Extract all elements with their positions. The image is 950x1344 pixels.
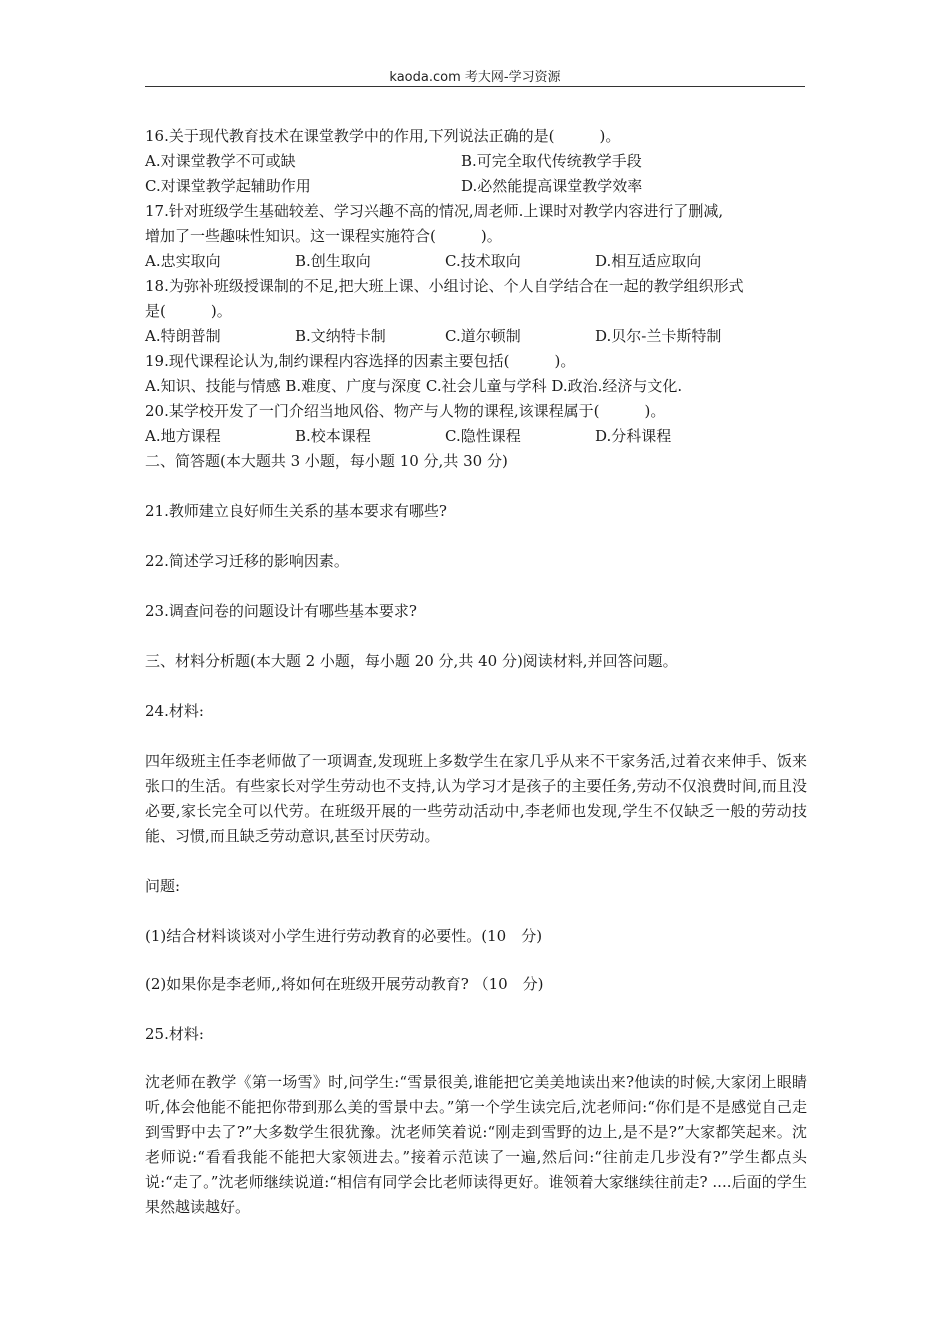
- q17-stem-line2: 增加了一些趣味性知识。这一课程实施符合( )。: [145, 227, 502, 245]
- header-divider: [145, 86, 805, 87]
- q21-text: 21.教师建立良好师生关系的基本要求有哪些?: [145, 502, 447, 520]
- q16-option-d: D.必然能提高课堂教学效率: [461, 177, 643, 195]
- q18-option-a: A.特朗普制: [145, 327, 221, 345]
- q17-option-a: A.忠实取向: [145, 252, 221, 270]
- q18-option-c: C.道尔顿制: [445, 327, 521, 345]
- q16-option-a: A.对课堂教学不可或缺: [145, 152, 296, 170]
- page-header: kaoda.com 考大网-学习资源: [389, 70, 561, 85]
- q18-option-b: B.文纳特卡制: [295, 327, 386, 345]
- q18-stem-line1: 18.为弥补班级授课制的不足,把大班上课、小组讨论、个人自学结合在一起的教学组织形式: [145, 277, 744, 295]
- q18-option-d: D.贝尔-兰卡斯特制: [595, 327, 722, 345]
- q20-option-c: C.隐性课程: [445, 427, 521, 445]
- q16-stem: 16.关于现代教育技术在课堂教学中的作用,下列说法正确的是( )。: [145, 127, 621, 145]
- q23-text: 23.调查问卷的问题设计有哪些基本要求?: [145, 602, 417, 620]
- q22-text: 22.简述学习迁移的影响因素。: [145, 552, 349, 570]
- q17-option-d: D.相互适应取向: [595, 252, 702, 270]
- q17-option-c: C.技术取向: [445, 252, 521, 270]
- q19-options: A.知识、技能与情感 B.难度、广度与深度 C.社会儿童与学科 D.政治.经济与文化.: [145, 377, 683, 395]
- q16-option-c: C.对课堂教学起辅助作用: [145, 177, 311, 195]
- q25-label: 25.材料:: [145, 1025, 204, 1043]
- q20-stem: 20.某学校开发了一门介绍当地风俗、物产与人物的课程,该课程属于( )。: [145, 402, 666, 420]
- section3-title: 三、材料分析题(本大题 2 小题，每小题 20 分,共 40 分)阅读材料,并回答问题。: [145, 652, 678, 670]
- section2-title: 二、简答题(本大题共 3 小题，每小题 10 分,共 30 分): [145, 452, 508, 470]
- q16-option-b: B.可完全取代传统教学手段: [461, 152, 642, 170]
- q24-question-2: (2)如果你是李老师,,将如何在班级开展劳动教育? （10 分): [145, 975, 544, 993]
- q19-stem: 19.现代课程论认为,制约课程内容选择的因素主要包括( )。: [145, 352, 576, 370]
- q24-material: 四年级班主任李老师做了一项调查,发现班上多数学生在家几乎从来不干家务活,过着衣来伸手、饭来张口的生活。有些家长对学生劳动也不支持,认为学习才是孩子的主要任务,劳动不仅浪费时间,而且没必要,家长完全可以代劳。在班级开展的一些劳动活动中,李老师也发现,学生不仅缺乏一般的劳动技能、习惯,而且缺乏劳动意识,甚至讨厌劳动。: [145, 752, 807, 845]
- questions-label: 问题:: [145, 877, 181, 895]
- q20-option-b: B.校本课程: [295, 427, 371, 445]
- q17-option-b: B.创生取向: [295, 252, 371, 270]
- q24-question-1: (1)结合材料谈谈对小学生进行劳动教育的必要性。(10 分): [145, 927, 543, 945]
- q20-option-d: D.分科课程: [595, 427, 672, 445]
- q17-stem-line1: 17.针对班级学生基础较差、学习兴趣不高的情况,周老师.上课时对教学内容进行了删减,: [145, 202, 724, 220]
- q20-option-a: A.地方课程: [145, 427, 221, 445]
- q25-material: 沈老师在教学《第一场雪》时,问学生:“雪景很美,谁能把它美美地读出来?他读的时候,大家闭上眼睛听,体会他能不能把你带到那么美的雪景中去。”第一个学生读完后,沈老师问:“你们是不是感觉自己走到雪野中去了?”大多数学生很犹豫。沈老师笑着说:“刚走到雪野的边上,是不是?”大家都笑起来。沈老师说:“看看我能不能把大家领进去。”接着示范读了一遍,然后问:“往前走几步没有?”学生都点头说:“走了。”沈老师继续说道:“相信有同学会比老师读得更好。谁领着大家继续往前走? ....后面的学生果然越读越好。: [145, 1073, 807, 1216]
- q24-label: 24.材料:: [145, 702, 204, 720]
- q18-stem-line2: 是( )。: [145, 302, 232, 320]
